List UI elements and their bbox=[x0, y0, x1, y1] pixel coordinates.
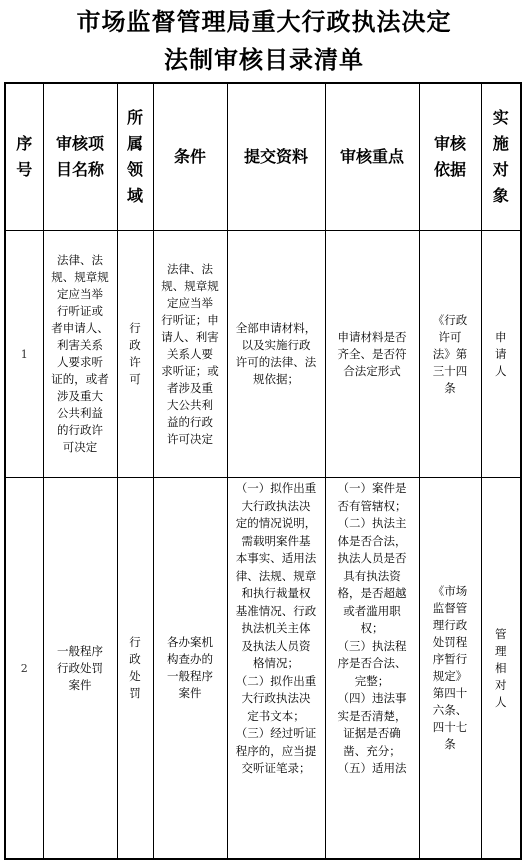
row-domain: 行 政 许 可 bbox=[117, 231, 153, 478]
header-item-name: 审核项 目名称 bbox=[43, 83, 117, 231]
row-condition: 法律、法 规、规章规 定应当举 行听证；申 请人、利害 关系人要 求听证；或 者涉及重 大公共利 益的行政 许可决定 bbox=[153, 231, 227, 478]
table-row bbox=[5, 478, 521, 860]
header-condition: 条件 bbox=[153, 83, 227, 231]
header-domain: 所 属 领 域 bbox=[117, 83, 153, 231]
table-row bbox=[5, 231, 521, 478]
row-review-basis: 《市场 监督管 理行政 处罚程 序暂行 规定》 第四十 六条、 四十七 条 bbox=[432, 584, 468, 751]
header-review-focus: 审核重点 bbox=[325, 83, 419, 231]
row-index: 1 bbox=[5, 231, 43, 478]
row-index: 2 bbox=[20, 661, 28, 675]
document-title-line2: 法制审核目录清单 bbox=[164, 46, 364, 74]
row-condition: 各办案机 构查办的 一般程序 案件 bbox=[167, 635, 213, 700]
row-domain: 行 政 处 罚 bbox=[129, 635, 141, 700]
row-target: 申 请 人 bbox=[481, 231, 521, 478]
row-item-name: 一般程序 行政处罚 案件 bbox=[57, 643, 103, 692]
row-review-focus: （一）案件是 否有管辖权； （二）执法主 体是否合法， 执法人员是否 具有执法资 格，是否超越 或者滥用职 权； （三）执法程 序是否合法、 完整； （四）违法事 实是否清楚， 证据是否确 凿、充分； （五）适用法 bbox=[337, 481, 407, 775]
row-materials: 全部申请材料， 以及实施行政 许可的法律、法 规依据； bbox=[227, 231, 325, 478]
row-target: 管 理 相 对 人 bbox=[495, 626, 507, 709]
header-target: 实 施 对 象 bbox=[481, 83, 521, 231]
header-review-basis: 审核 依据 bbox=[419, 83, 481, 231]
review-catalog-table bbox=[4, 82, 522, 860]
row-item-name: 法律、法 规、规章规 定应当举 行听证或 者申请人、 利害关系 人要求听 证的，或者 涉及重大 公共利益 的行政许 可决定 bbox=[43, 231, 117, 478]
row-review-focus: 申请材料是否 齐全、是否符 合法定形式 bbox=[325, 231, 419, 478]
header-materials: 提交资料 bbox=[227, 83, 325, 231]
header-index: 序 号 bbox=[5, 83, 43, 231]
row-review-basis: 《行政 许可 法》第 三十四 条 bbox=[419, 231, 481, 478]
document-title-line1: 市场监督管理局重大行政执法决定 bbox=[76, 8, 452, 36]
row-materials: （一）拟作出重 大行政执法决 定的情况说明， 需载明案件基 本事实、适用法 律、法规、规章 和执行裁量权 基准情况、行政 执法机关主体 及执法人员资 格情况； （二）拟作出重 大行政执法决 定书文本； （三）经过听证 程序的，应当提 交听证笔录； bbox=[235, 481, 317, 775]
